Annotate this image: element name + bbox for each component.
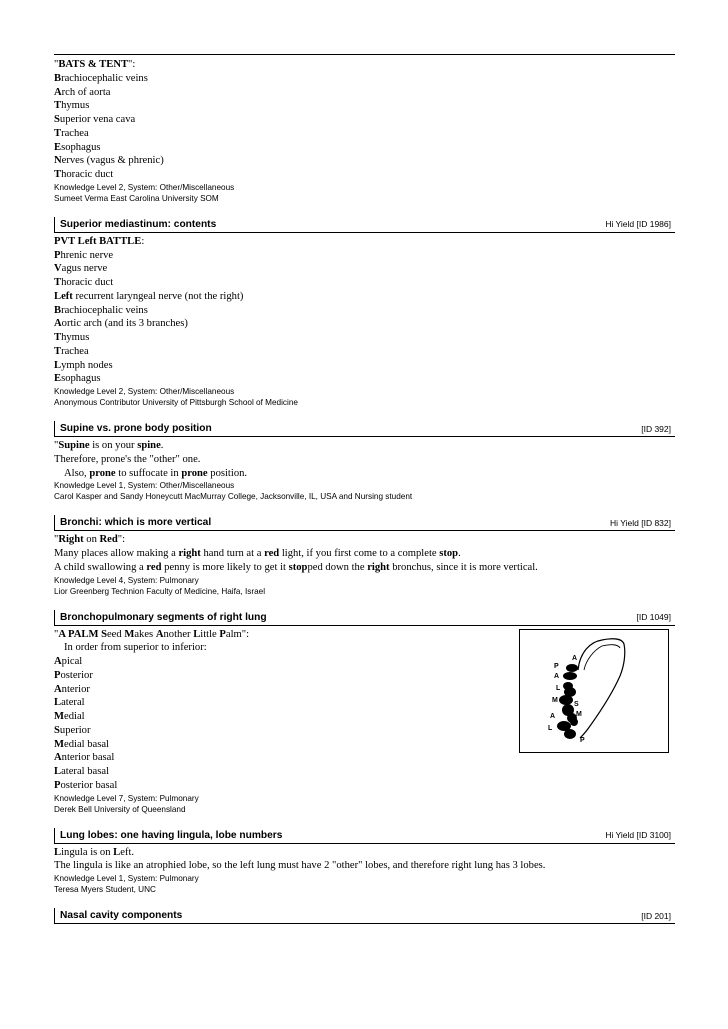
bold-text: P: [219, 628, 226, 640]
entry-id-tag: Hi Yield [ID 1986]: [605, 219, 671, 230]
text-run: uperior vena cava: [59, 114, 136, 125]
bold-text: L: [54, 359, 62, 371]
entry-header: [54, 421, 675, 437]
bold-text: red: [146, 561, 162, 573]
text-run: A child swallowing a: [54, 561, 147, 573]
segment-mark: [564, 729, 576, 739]
bold-text: spine: [137, 440, 161, 451]
lung-segments-figure: [519, 629, 669, 753]
text-run: eft.: [120, 846, 135, 858]
bold-text: P: [54, 249, 61, 261]
text-run: sophagus: [61, 141, 101, 153]
body-line: [54, 262, 675, 276]
text-run: :: [141, 235, 145, 247]
text-run: The lingula is like an atrophied lobe, so the left lung must have 2 "other" lobes, and therefore right lung has 3 lobes.: [54, 860, 546, 872]
entry-header: [54, 908, 675, 924]
text-run: hymus: [61, 332, 90, 343]
body-line: [54, 141, 675, 155]
bold-text: A: [54, 656, 62, 667]
text-run: .: [160, 440, 164, 451]
body-line: [54, 345, 675, 359]
body-line: [54, 127, 675, 141]
text-run: eed: [106, 628, 125, 640]
entry-knowledge-level: Knowledge Level 2, System: Other/Miscellaneous: [54, 387, 235, 396]
entry-knowledge-level: Knowledge Level 2, System: Other/Miscellaneous: [54, 182, 235, 192]
body-line: [54, 86, 675, 100]
text-run: uperior: [59, 724, 91, 736]
bold-text: S: [54, 114, 60, 125]
bold-text: T: [54, 332, 62, 343]
body-line: [54, 751, 675, 765]
text-run: recurrent laryngeal nerve (not the right): [72, 290, 244, 302]
body-line: [54, 58, 675, 72]
bold-text: P: [54, 779, 61, 791]
text-run: horacic duct: [61, 169, 114, 180]
entry: [54, 828, 675, 896]
text-run: to suffocate in: [115, 467, 182, 479]
segment-label: L: [556, 684, 561, 692]
text-run: akes: [134, 628, 156, 640]
text-run: sophagus: [61, 373, 101, 385]
body-line: [54, 561, 675, 575]
text-run: rachiocephalic veins: [61, 304, 148, 316]
segment-label: M: [576, 710, 582, 718]
body-line: [54, 99, 675, 113]
entry-contributor: Anonymous Contributor University of Pittsburgh School of Medicine: [54, 398, 298, 407]
entry-title: Bronchopulmonary segments of right lung: [60, 611, 267, 623]
body-line: [54, 331, 675, 345]
bold-text: A: [155, 628, 164, 640]
entry-knowledge-level: Knowledge Level 1, System: Pulmonary: [54, 874, 199, 883]
text-run: Many places allow making a: [54, 548, 179, 559]
entry-contributor: Lior Greenberg Technion Faculty of Medicine, Haifa, Israel: [54, 586, 266, 596]
bold-text: L: [54, 846, 62, 858]
entry-knowledge-level: Knowledge Level 4, System: Pulmonary: [54, 575, 199, 585]
bold-text: prone: [181, 467, 208, 479]
entry-header: [54, 828, 675, 844]
text-run: light, if you first come to a complete: [279, 548, 440, 559]
text-run: on: [83, 534, 100, 546]
entry: [54, 217, 675, 408]
entry-id-tag: Hi Yield [ID 3100]: [605, 830, 671, 840]
bold-text: red: [264, 548, 280, 559]
text-run: hymus: [61, 100, 90, 112]
entry-contributor: Teresa Myers Student, UNC: [54, 885, 156, 894]
bold-text: T: [54, 100, 62, 112]
entry-knowledge-level: Knowledge Level 7, System: Pulmonary: [54, 793, 199, 803]
body-line: [54, 276, 675, 290]
entry-title: Nasal cavity components: [60, 910, 183, 921]
body-line: [54, 249, 675, 263]
entry-title: Superior mediastinum: contents: [60, 218, 217, 230]
entry-title: Bronchi: which is more vertical: [60, 517, 212, 529]
bold-text: S: [54, 724, 60, 736]
text-run: nother: [163, 628, 194, 640]
entry-body: [54, 439, 675, 502]
bold-text: E: [54, 373, 62, 385]
entry-bats-tent: [54, 58, 675, 204]
entries-list: [54, 217, 675, 924]
body-line: [54, 359, 675, 373]
bold-text: A: [54, 752, 62, 764]
text-run: edial: [64, 711, 85, 722]
bold-text: A: [54, 683, 62, 695]
bold-text: right: [178, 548, 201, 559]
entry-title: Lung lobes: one having lingula, lobe numbers: [60, 829, 283, 841]
entry-body: [54, 235, 675, 408]
bold-text: L: [54, 697, 62, 709]
text-run: ":: [128, 59, 136, 70]
text-run: ":: [117, 534, 126, 546]
segment-mark: [566, 664, 578, 672]
text-run: ymph nodes: [61, 359, 113, 371]
body-line: [54, 113, 675, 127]
text-run: ": [54, 628, 59, 640]
text-run: horacic duct: [61, 277, 114, 288]
bold-text: L: [193, 628, 201, 640]
text-run: agus nerve: [61, 263, 108, 275]
bold-text: A: [54, 318, 62, 330]
bold-text: right: [367, 561, 390, 573]
segment-mark: [559, 695, 573, 705]
bold-text: PVT Left BATTLE: [54, 235, 142, 247]
text-run: ateral basal: [61, 766, 110, 777]
bold-text: ATS &: [65, 59, 100, 70]
text-run: nterior: [61, 683, 90, 695]
bold-text: prone: [89, 467, 116, 479]
entry-header: [54, 515, 675, 531]
body-line: [54, 372, 675, 386]
text-run: ortic arch (and its 3 branches): [61, 318, 188, 330]
lung-outline: [578, 638, 625, 737]
text-run: ": [54, 440, 59, 451]
segment-label: M: [552, 696, 558, 704]
top-rule: [54, 54, 675, 55]
text-run: rachea: [61, 127, 89, 139]
segment-mark: [563, 682, 573, 690]
bold-text: T: [54, 277, 62, 288]
text-run: ": [54, 534, 59, 546]
lung-inner-outline: [584, 644, 620, 669]
entry-knowledge-level: Knowledge Level 1, System: Other/Miscellaneous: [54, 481, 235, 491]
bold-text: Left: [54, 290, 73, 302]
entry: [54, 515, 675, 596]
text-run: Also,: [64, 467, 90, 479]
segment-label: S: [574, 700, 579, 708]
body-line: [54, 765, 675, 779]
bold-text: B: [54, 304, 62, 316]
entry-contributor: Derek Bell University of Queensland: [54, 804, 186, 814]
segment-label: L: [548, 724, 553, 732]
text-run: rch of aorta: [61, 86, 111, 98]
text-run: hrenic nerve: [60, 249, 114, 261]
entry-body: [54, 628, 675, 815]
bold-text: P: [54, 669, 61, 681]
text-run: pical: [61, 656, 83, 667]
text-run: rachiocephalic veins: [61, 72, 148, 84]
segment-label: A: [554, 672, 560, 680]
segment-label: P: [554, 662, 559, 670]
segment-mark: [570, 718, 578, 726]
text-run: penny is more likely to get it: [161, 561, 289, 573]
bold-text: L: [54, 766, 62, 777]
bold-text: T: [99, 59, 107, 70]
entry: [54, 908, 675, 924]
entry-contributor: Carol Kasper and Sandy Honeycutt MacMurray College, Jacksonville, IL, USA and Nursing student: [54, 492, 413, 502]
bold-text: Supine: [58, 440, 90, 451]
entry-id-tag: [ID 392]: [641, 423, 671, 434]
body-line: [54, 168, 675, 182]
text-run: ingula is on: [61, 846, 114, 858]
body-line: [54, 846, 675, 860]
bold-text: T: [54, 127, 62, 139]
body-line: [54, 547, 675, 561]
segment-mark: [563, 672, 577, 680]
entry-id-tag: Hi Yield [ID 832]: [610, 517, 671, 528]
bold-text: B: [58, 59, 66, 70]
entry-header: [54, 217, 675, 233]
text-run: osterior: [60, 669, 93, 681]
bold-text: M: [54, 738, 64, 750]
bold-text: T: [54, 169, 62, 180]
bold-text: M: [54, 711, 64, 722]
entry-header: [54, 610, 675, 626]
bold-text: stop: [288, 561, 308, 573]
body-line: [54, 290, 675, 304]
body-line: [54, 533, 675, 547]
segment-label: A: [550, 712, 556, 720]
segment-label: P: [580, 736, 585, 744]
bold-text: A PALM S: [58, 628, 107, 640]
body-line: [54, 317, 675, 331]
body-line: [54, 439, 675, 453]
bold-text: Right: [58, 534, 84, 546]
body-line: [54, 859, 675, 873]
text-run: alm":: [225, 628, 250, 640]
text-run: ittle: [200, 628, 220, 640]
body-line: [54, 453, 675, 467]
text-run: ": [54, 59, 59, 70]
text-run: ateral: [61, 697, 85, 709]
text-run: erves (vagus & phrenic): [61, 155, 164, 167]
entry-body: [54, 533, 675, 596]
text-run: In order from superior to inferior:: [64, 642, 207, 654]
bold-text: ENT: [106, 59, 129, 70]
bold-text: B: [54, 72, 62, 84]
entry-id-tag: [ID 201]: [641, 910, 671, 921]
entry-body: [54, 58, 675, 182]
bold-text: T: [54, 345, 62, 357]
entry-id-tag: [ID 1049]: [636, 612, 671, 622]
body-line: [54, 779, 675, 793]
document-page: [54, 54, 675, 926]
bold-text: A: [54, 86, 62, 98]
text-run: is on your: [89, 440, 138, 451]
text-run: osterior basal: [60, 779, 118, 791]
bold-text: M: [124, 628, 135, 640]
text-run: edial basal: [64, 738, 110, 750]
text-run: bronchus, since it is more vertical.: [389, 561, 538, 573]
entry-contributor: Sumeet Verma East Carolina University SOM: [54, 193, 219, 203]
segment-label: A: [572, 654, 578, 662]
bold-text: Red: [99, 534, 118, 546]
entry-body: [54, 846, 675, 896]
bold-text: V: [54, 263, 62, 275]
body-line: [54, 467, 675, 481]
bold-text: N: [54, 155, 62, 167]
text-run: Therefore, prone's the "other" one.: [54, 453, 201, 465]
entry: [54, 610, 675, 815]
body-line: [54, 304, 675, 318]
body-line: [54, 235, 675, 249]
entry: [54, 421, 675, 502]
body-line: [54, 154, 675, 168]
text-run: position.: [207, 467, 248, 479]
entry-title: Supine vs. prone body position: [60, 423, 212, 434]
lung-diagram: [520, 630, 668, 752]
bold-text: L: [113, 846, 121, 858]
body-line: [54, 72, 675, 86]
bold-text: E: [54, 141, 62, 153]
text-run: ped down the: [307, 561, 368, 573]
text-run: .: [458, 548, 461, 559]
text-run: nterior basal: [61, 752, 115, 764]
text-run: rachea: [61, 345, 89, 357]
bold-text: stop: [439, 548, 459, 559]
text-run: hand turn at a: [200, 548, 265, 559]
